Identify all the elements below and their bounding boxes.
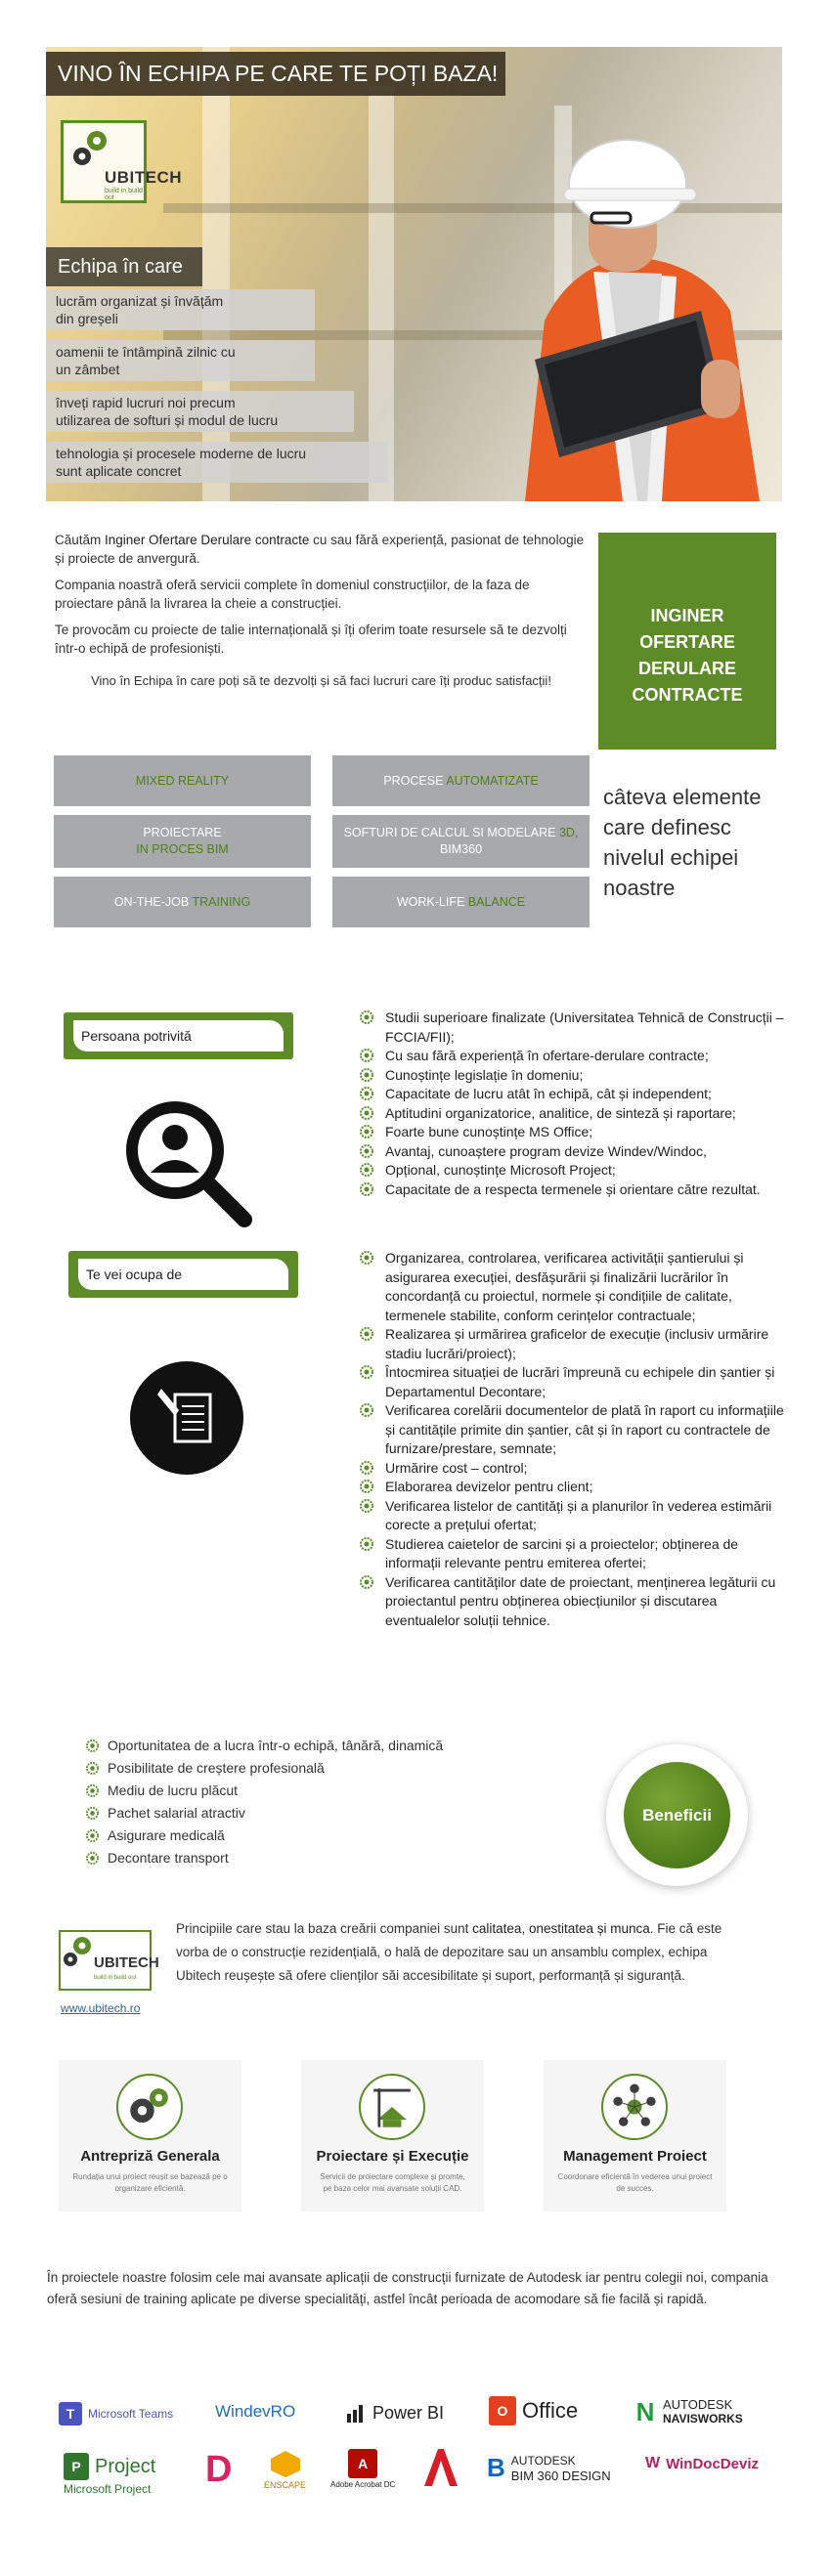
list-item: Mediu de lucru plăcut	[86, 1780, 443, 1802]
service-title: Antrepriză Generala	[80, 2148, 220, 2165]
job-title-line: CONTRACTE	[632, 685, 743, 705]
benefits-list	[86, 1735, 443, 1869]
job-title-line: DERULARE	[637, 659, 736, 678]
list-item: Studierea caietelor de sarcini și a proiectelor; obținerea de informații relevante pentru emiterea ofertei;	[360, 1535, 790, 1573]
gear-bullet-icon	[86, 1807, 99, 1820]
profile-label	[64, 1012, 293, 1059]
acrobat-icon: A	[348, 2449, 377, 2478]
job-title-box	[598, 533, 776, 750]
list-item: Pachet salarial atractiv	[86, 1802, 443, 1825]
ubitech-logo	[61, 120, 183, 203]
power-bi-icon	[345, 2402, 367, 2424]
service-description: Coordonare eficientă în vederea unui proiect de succes.	[557, 2172, 713, 2193]
person-search-icon	[121, 1096, 258, 1233]
gear-bullet-icon	[360, 1327, 373, 1341]
autodesk-text: În proiectele noastre folosim cele mai avansate aplicații de construcții furnizate de Autodesk iar pentru colegii noi, compania oferă sesiuni de training aplicate pe diverse specialități, astfel încât perioada de acomodare să fie facilă și rapidă.	[47, 2270, 768, 2306]
list-item: Realizarea și urmărirea graficelor de execuție (inclusiv urmărire stadiu lucrări/proiect);	[360, 1325, 790, 1363]
team-item: oamenii te întâmpină zilnic cu un zâmbet	[46, 340, 315, 381]
list-item: Asigurare medicală	[86, 1825, 443, 1847]
gear-bullet-icon	[360, 1575, 373, 1589]
ubitech-logo-small	[59, 1930, 159, 1991]
office-icon: O	[489, 2396, 516, 2426]
list-item: Organizarea, controlarea, verificarea activității șantierului și asigurarea execuției, desfășurării și finalizării lucrărilor în concordanță cu proiectul, normele și condițiile de calitate, termenele stabilite, conform cerințelor contractuale;	[360, 1249, 790, 1325]
team-element-tile: ON-THE-JOB TRAINING	[54, 877, 311, 927]
logo-office: O Office	[489, 2396, 578, 2426]
gear-bullet-icon	[360, 1010, 373, 1024]
list-item: Opțional, cunoștințe Microsoft Project;	[360, 1161, 790, 1181]
service-description: Servicii de proiectare complexe și promte, pe baza celor mai avansate soluții CAD.	[320, 2172, 465, 2193]
benefits-badge	[606, 1744, 748, 1886]
gears-icon	[116, 2074, 183, 2140]
gear-bullet-icon	[360, 1182, 373, 1196]
gear-bullet-icon	[360, 1049, 373, 1062]
hero-title: VINO ÎN ECHIPA PE CARE TE POȚI BAZA!	[46, 52, 505, 96]
service-card	[544, 2060, 726, 2211]
document-edit-icon	[128, 1359, 245, 1477]
gear-bullet-icon	[360, 1251, 373, 1265]
elements-caption: câteva elemente care definesc nivelul echipei noastre	[603, 785, 762, 900]
website-link[interactable]: www.ubitech.ro	[61, 2001, 141, 2015]
logo-windev: WindevRO	[215, 2402, 296, 2421]
job-name-highlight: Inginer Ofertare Derulare contracte	[105, 533, 310, 547]
logo-bim360: B AUTODESK BIM 360 DESIGN	[487, 2453, 611, 2483]
logo-tagline: build in build out	[105, 188, 143, 201]
hero-banner	[46, 47, 782, 501]
gear-bullet-icon	[360, 1087, 373, 1100]
service-card	[59, 2060, 241, 2211]
job-title-line: OFERTARE	[639, 632, 735, 652]
gear-bullet-icon	[360, 1144, 373, 1158]
list-item: Capacitate de lucru atât în echipă, cât și independent;	[360, 1085, 790, 1104]
list-item: Întocmirea situației de lucrări împreună cu echipele din șantier și Departamentul Decontare;	[360, 1363, 790, 1401]
bim360-icon: B	[487, 2453, 505, 2482]
engineer-woman-illustration	[466, 66, 779, 501]
logo-microsoft-teams: T Microsoft Teams	[59, 2402, 173, 2426]
navisworks-icon: N	[634, 2400, 657, 2424]
gear-bullet-icon	[360, 1403, 373, 1417]
list-item: Verificarea cantităților date de proiectant, menținerea legăturii cu proiectantul pentru obținerea obiecțiunilor și discutarea eventualelor soluții tehnice.	[360, 1573, 790, 1631]
service-title: Management Proiect	[563, 2148, 707, 2165]
about-logo-name: UBITECH	[94, 1954, 159, 1971]
list-item: Verificarea listelor de cantități și a planurilor în vederea estimării corecte a prețului ofertat;	[360, 1497, 790, 1535]
intro-paragraph: Te provocăm cu proiecte de talie internațională și îți oferim toate resursele să te dezvolți într-o echipă de profesioniști.	[55, 623, 567, 656]
team-element-tile: SOFTURI DE CALCUL SI MODELARE 3D, BIM360	[332, 815, 590, 868]
intro-paragraph: Compania noastră oferă servicii complete în domeniul construcțiilor, de la faza de proiectare până la livrarea la cheie a construcției.	[55, 578, 530, 611]
gears-icon	[69, 127, 112, 170]
duties-label	[68, 1251, 298, 1298]
gear-bullet-icon	[86, 1762, 99, 1775]
list-item: Decontare transport	[86, 1847, 443, 1869]
gear-bullet-icon	[360, 1163, 373, 1177]
intro-paragraph: Căutăm Inginer Ofertare Derulare contracte cu sau fără experiență, pasionat de tehnologie și proiecte de anvergură.	[55, 533, 585, 566]
gear-bullet-icon	[360, 1125, 373, 1138]
gear-bullet-icon	[360, 1365, 373, 1379]
teams-icon: T	[59, 2402, 82, 2426]
team-element-tile: PROIECTARE IN PROCES BIM	[54, 815, 311, 868]
list-item: Studii superioare finalizate (Universitatea Tehnică de Construcții – FCCIA/FII);	[360, 1009, 790, 1047]
logo-power-bi: Power BI	[345, 2402, 444, 2424]
autocad-a-icon	[420, 2447, 459, 2488]
gear-bullet-icon	[360, 1461, 373, 1475]
benefits-badge-label: Beneficii	[624, 1762, 730, 1868]
about-logo-tagline: build in build out	[94, 1975, 137, 1981]
service-title: Proiectare și Execuție	[316, 2148, 469, 2165]
d-app-icon: D	[205, 2449, 233, 2490]
duties-list	[360, 1249, 790, 1630]
list-item: Capacitate de a respecta termenele și orientare către rezultat.	[360, 1181, 790, 1200]
team-element-tile: PROCESE AUTOMATIZATE	[332, 755, 590, 806]
logo-adobe-acrobat: A Adobe Acrobat DC	[330, 2449, 395, 2489]
service-card	[301, 2060, 484, 2211]
background-column	[369, 86, 394, 501]
background-column	[202, 47, 230, 501]
logo-d-app	[205, 2449, 232, 2491]
profile-label-text: Persoana potrivită	[73, 1020, 284, 1052]
logo-name: UBITECH	[105, 168, 183, 187]
gear-bullet-icon	[86, 1852, 99, 1865]
gear-bullet-icon	[86, 1829, 99, 1842]
list-item: Posibilitate de creștere profesională	[86, 1757, 443, 1780]
crane-warehouse-icon	[359, 2074, 425, 2140]
logo-enscape: ENSCAPE	[264, 2449, 306, 2490]
gear-bullet-icon	[86, 1784, 99, 1797]
intro-text	[55, 531, 588, 698]
list-item: Verificarea corelării documentelor de plată în raport cu informațiile și cantitățile primite din șantier, cât și în raport cu contractele de furnizare/prestare, semnate;	[360, 1401, 790, 1459]
team-element-tile: MIXED REALITY	[54, 755, 311, 806]
team-item: tehnologia și procesele moderne de lucru sunt aplicate concret	[46, 442, 388, 483]
network-people-icon	[601, 2074, 668, 2140]
gear-bullet-icon	[360, 1537, 373, 1551]
gear-bullet-icon	[360, 1106, 373, 1120]
gear-bullet-icon	[360, 1068, 373, 1082]
list-item: Elaborarea devizelor pentru client;	[360, 1478, 790, 1497]
logo-microsoft-project: P Project Microsoft Project	[64, 2453, 155, 2496]
list-item: Aptitudini organizatorice, analitice, de sinteză și raportare;	[360, 1104, 790, 1124]
gear-bullet-icon	[86, 1739, 99, 1752]
project-icon: P	[64, 2453, 89, 2480]
profile-list	[360, 1009, 790, 1199]
about-text: Principiile care stau la baza creării companiei sunt calitatea, onestitatea și munca. Fie că este vorba de o construcție rezidențială, o hală de depozitare sau un ansamblu complex, echipa Ubitech reușește să ofere clienților săi accesibilitate și suport, performanță și siguranță.	[176, 1921, 722, 1983]
gear-bullet-icon	[360, 1499, 373, 1513]
team-item: înveți rapid lucruri noi precum utilizarea de softuri și modul de lucru	[46, 391, 354, 432]
enscape-icon	[269, 2449, 302, 2478]
logo-navisworks: N AUTODESK NAVISWORKS	[634, 2397, 743, 2426]
list-item: Avantaj, cunoaștere program devize Windev/Windoc,	[360, 1142, 790, 1162]
list-item: Urmărire cost – control;	[360, 1459, 790, 1479]
values-highlight: calitatea, onestitatea și munca	[472, 1921, 650, 1936]
list-item: Cu sau fără experiență în ofertare-derulare contracte;	[360, 1047, 790, 1066]
list-item: Oportunitatea de a lucra într-o echipă, tânără, dinamică	[86, 1735, 443, 1757]
team-element-tile: WORK-LIFE BALANCE	[332, 877, 590, 927]
team-title: Echipa în care	[46, 247, 202, 286]
duties-label-text: Te vei ocupa de	[78, 1259, 288, 1290]
service-description: Rundația unui proiect reușit se bazează pe o organizare eficientă.	[72, 2172, 228, 2193]
list-item: Cunoștințe legislație în domeniu;	[360, 1066, 790, 1086]
list-item: Foarte bune cunoștințe MS Office;	[360, 1123, 790, 1142]
windoc-icon: W	[645, 2455, 661, 2471]
gear-bullet-icon	[360, 1480, 373, 1493]
logo-windocdeviz: W WinDocDeviz	[645, 2455, 759, 2472]
job-title-line: INGINER	[650, 606, 724, 625]
team-item: lucrăm organizat și învățăm din greșeli	[46, 289, 315, 330]
logo-autocad	[420, 2447, 459, 2488]
intro-motto: Vino în Echipa în care poți să te dezvolți și să faci lucruri care îți produc satisfacții!	[91, 673, 551, 688]
